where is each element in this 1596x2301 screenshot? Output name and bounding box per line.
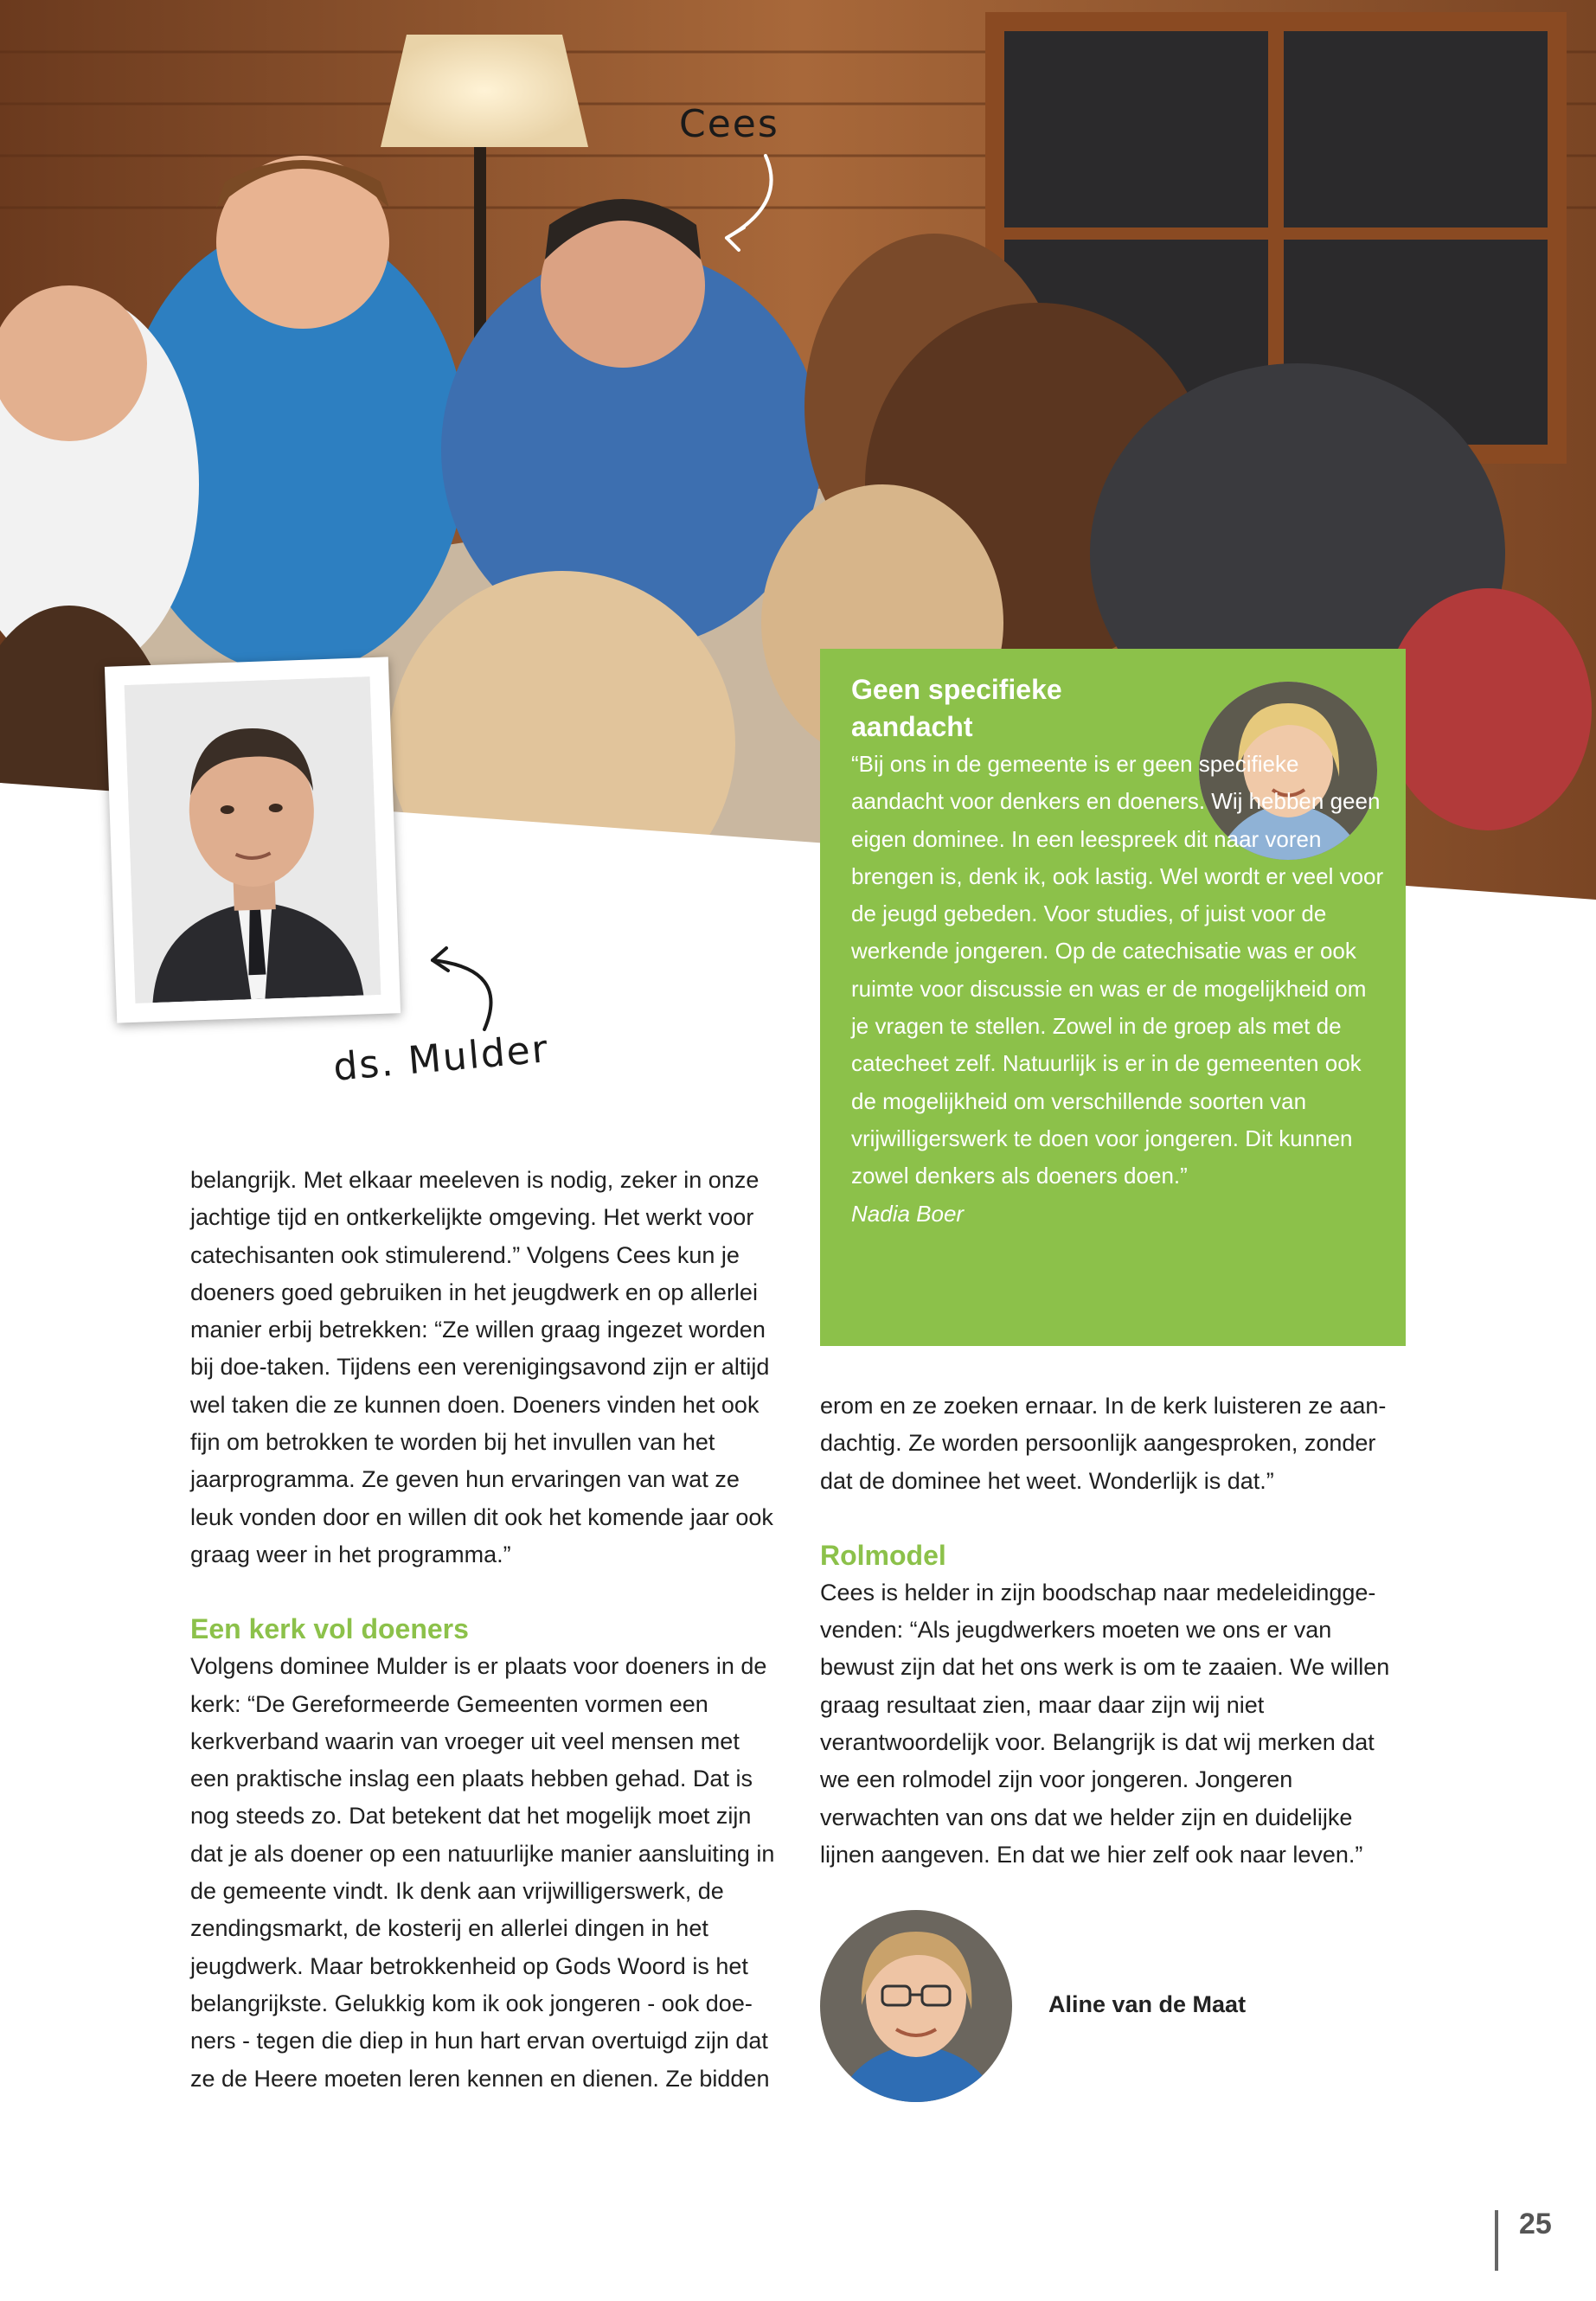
label-ds-mulder: ds. Mulder bbox=[331, 1027, 551, 1090]
heading-rolmodel: Rolmodel bbox=[820, 1539, 946, 1571]
caption-aline-van-de-maat: Aline van de Maat bbox=[1048, 1991, 1247, 2017]
sidebar-body bbox=[851, 746, 1388, 1195]
right-intro-paragraph: erom en ze zoeken ernaar. In de kerk luisteren ze aan-dachtig. Ze worden persoonlijk aangesproken, zonder dat de dominee het weet. Wonderlijk is dat.” bbox=[820, 1393, 1387, 1494]
sidebar-heading: Geen specifieke aandacht bbox=[851, 674, 1062, 742]
label-cees: Cees bbox=[679, 102, 779, 146]
sidebar-signature: Nadia Boer bbox=[851, 1200, 965, 1227]
left-text-column bbox=[190, 1162, 779, 2098]
page-number-divider bbox=[1495, 2210, 1498, 2271]
person-portrait-icon bbox=[125, 676, 381, 1003]
sidebar-body-text: “Bij ons in de gemeente is er geen specifieke aandacht voor denkers en doeners. Wij hebben geen eigen dominee. In een leespreek dit naar voren brengen is, denk ik, ook lastig. Wel wordt er veel voor de jeugd gebeden. Voor studies, of juist voor de werkende jongeren. Op de catechisatie was er ook ruimte voor discussie en was er de mogelijkheid om je vragen te stellen. Zowel in de groep als met de catecheet zelf. Natuurlijk is er in de gemeenten ook de mogelijkheid om verschillende soorten van vrijwilligerswerk te doen voor jongeren. Dit kunnen zowel denkers als doeners doen.” bbox=[851, 751, 1384, 1189]
mulder-portrait-frame bbox=[105, 657, 401, 1022]
mulder-portrait bbox=[125, 676, 381, 1003]
person-avatar-icon bbox=[820, 1910, 1012, 2102]
heading-een-kerk-vol-doeners: Een kerk vol doeners bbox=[190, 1613, 469, 1645]
sidebar-quote-box bbox=[820, 649, 1406, 1346]
right-body-paragraph: Cees is helder in zijn boodschap naar medeleidingge-venden: “Als jeugdwerkers moeten we ons er van bewust zijn dat het ons werk is om te zaaien. We willen graag resultaat zien, maar daar zijn wij niet verantwoordelijk voor. Belangrijk is dat wij merken dat we een rolmodel zijn voor jongeren. Jongeren verwachten van ons dat we helder zijn en duidelijke lijnen aangeven. En dat we hier zelf ook naar leven.” bbox=[820, 1579, 1390, 1868]
arrow-mulder-icon bbox=[415, 943, 510, 1038]
page-number: 25 bbox=[1519, 2208, 1552, 2240]
aline-van-de-maat-avatar bbox=[820, 1910, 1012, 2102]
left-body-paragraph: Volgens dominee Mulder is er plaats voor doeners in de kerk: “De Gereformeerde Gemeenten vormen een kerkverband waarin van vroeger uit veel mensen met een praktische inslag een plaats hebben gehad. Dat is nog steeds zo. Dat betekent dat het mogelijk moet zijn dat je als doener op een natuurlijke manier aansluiting in de gemeente vindt. Ik denk aan vrijwilligerswerk, de zendingsmarkt, de kosterij en allerlei dingen in het jeugdwerk. Maar betrokkenheid op Gods Woord is het belangrijkste. Gelukkig kom ik ook jongeren - ook doe-ners - tegen die diep in hun hart ervan overtuigd zijn dat ze de Heere moeten leren kennen en dienen. Ze bidden bbox=[190, 1653, 775, 2092]
right-text-column bbox=[820, 1388, 1406, 1874]
arrow-cees-icon bbox=[709, 151, 787, 255]
left-intro-paragraph: belangrijk. Met elkaar meeleven is nodig, zeker in onze jachtige tijd en ontkerkelijkte omgeving. Het werkt voor catechisanten ook stimulerend.” Volgens Cees kun je doeners goed gebruiken in het jeugdwerk en op allerlei manier erbij betrekken: “Ze willen graag ingezet worden bij doe-taken. Tijdens een verenigingsavond zijn er altijd wel taken die ze kunnen doen. Doeners vinden het ook fijn om betrokken te worden bij het invullen van het jaarprogramma. Ze geven hun ervaringen van wat ze leuk vonden door en willen dit ook het komende jaar ook graag weer in het programma.” bbox=[190, 1167, 773, 1567]
